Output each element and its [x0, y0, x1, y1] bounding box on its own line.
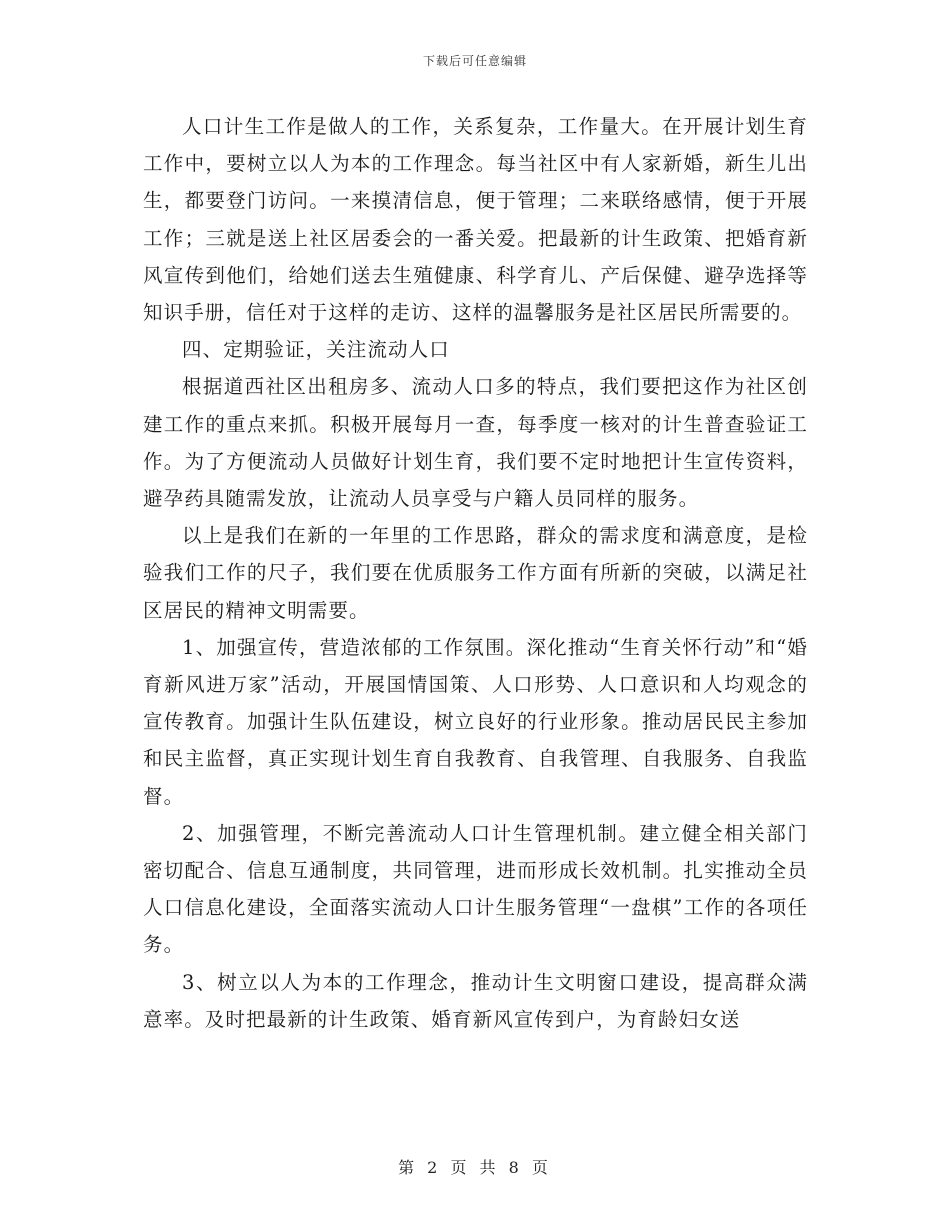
paragraph-floating-population: 根据道西社区出租房多、流动人口多的特点，我们要把这作为社区创建工作的重点来抓。积极开展每月一查，每季度一核对的计生普查验证工作。为了方便流动人员做好计划生育，我们要不定时地把计生宣传资料，避孕药具随需发放，让流动人员享受与户籍人员同样的服务。: [143, 375, 808, 511]
document-body: [143, 108, 808, 1038]
paragraph-item-2-management: 2、加强管理，不断完善流动人口计生管理机制。建立健全相关部门密切配合、信息互通制度，共同管理，进而形成长效机制。扎实推动全员人口信息化建设，全面落实流动人口计生服务管理“一盘棋”工作的各项任务。: [143, 821, 808, 957]
paragraph-family-planning-visits: 人口计生工作是做人的工作，关系复杂，工作量大。在开展计划生育工作中，要树立以人为本的工作理念。每当社区中有人家新婚，新生儿出生，都要登门访问。一来摸清信息，便于管理；二来联络感情，便于开展工作；三就是送上社区居委会的一番关爱。把最新的计生政策、把婚育新风宣传到他们，给她们送去生殖健康、科学育儿、产后保健、避孕选择等知识手册，信任对于这样的走访、这样的温馨服务是社区居民所需要的。: [143, 115, 808, 325]
paragraph-work-summary: 以上是我们在新的一年里的工作思路，群众的需求度和满意度，是检验我们工作的尺子，我们要在优质服务工作方面有所新的突破，以满足社区居民的精神文明需要。: [143, 524, 808, 622]
page-header: 下载后可任意编辑: [422, 54, 527, 68]
paragraph-item-3-people-oriented: 3、树立以人为本的工作理念，推动计生文明窗口建设，提高群众满意率。及时把最新的计生政策、婚育新风宣传到户，为育龄妇女送: [143, 970, 808, 1031]
paragraph-item-1-publicity: 1、加强宣传，营造浓郁的工作氛围。深化推动“生育关怀行动”和“婚育新风进万家”活动，开展国情国策、人口形势、人口意识和人均观念的宣传教育。加强计生队伍建设，树立良好的行业形象。推动居民民主参加和民主监督，真正实现计划生育自我教育、自我管理、自我服务、自我监督。: [143, 635, 808, 808]
page-footer: 第 2 页 共 8 页: [398, 1158, 552, 1177]
section-heading-floating-population: 四、定期验证，关注流动人口: [182, 338, 450, 362]
